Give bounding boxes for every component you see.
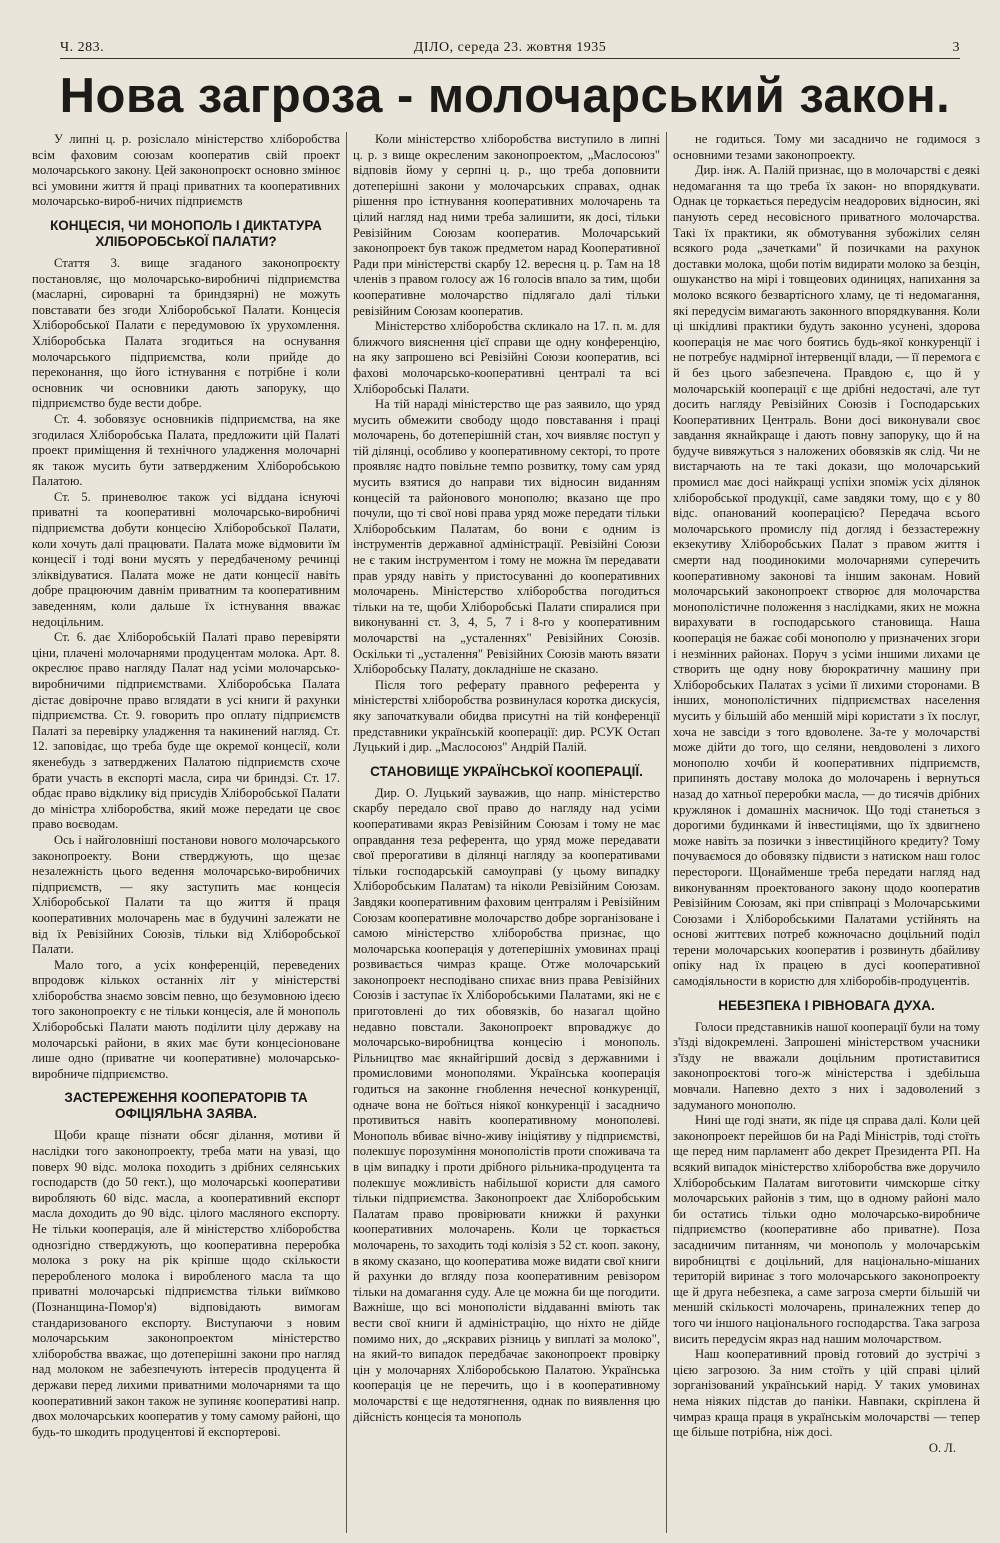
paragraph: Голоси представників нашої кооперації були на тому з'їзді відокремлені. Запрошені міністерством учасники з'їзду не вважали доцільним протиставитися законопроєктові того-ж міністерства і здебільша мовчали. Напевно дехто з них і задоволений з задуманого монополю.	[673, 1019, 980, 1112]
column-1	[26, 132, 346, 1533]
masthead-date: ДІЛО, середа 23. жовтня 1935	[413, 40, 607, 55]
column-2	[346, 132, 666, 1533]
paragraph: У липні ц. р. розіслало міністерство хліборобства всім фаховим союзам кооператив свій проект молочарського закону. Цей законопроєкт основно змінює всі умовини життя й праці приватних та кооперативних молочарсько-вироб-ничих підприємств	[32, 132, 340, 209]
paragraph: Ст. 5. приневолює також усі віддана існуючі приватні та кооперативні молочарсько-виробничі підприємства добути концесію Хліборобської Палати, коли хочуть далі працювати. Палата може відмовити їм концесії і тоді вони мусять у передбаченому речинці зліквідуватися. Палата може не дати концесії навіть добре працюючим давнім приватним та кооперативним заведенням, коли дальше їх істнування вважає недоцільним.	[32, 489, 340, 629]
paragraph: На тій нараді міністерство ще раз заявило, що уряд мусить обмежити свободу щодо повставання і праці молочарень, бо дотеперішній стан, хоч виявляє поступ у тій ділянці, особливо у кооперативному секторі, то проте проявляє надто повільне темпо розвитку, тому сам уряд мусить взятися до направи тих відносин виданням концесій та районового монополю; вказано ще про почули, що ті свої нові права уряд може передати тільки Хліборобським Палатам, бо вони є одним із інструментів державної адміністрації. Ревізійні Союзи не є таким інструментом і тому не можна їм передавати прав уряду навіть у пристосуванні до кооперативних молочарень. Міністерство хліборобства погодиться тільки на те, щоби Хліборобські Палати спиралися при виконуванні ст. 3, 4, 5, 7 і 8-го у кооперативним молочарстві на „усталеннях" Ревізійних Союзів. Оскільки ті „усталення" Ревізійних Союзів мають вязати Хліборобську Палату, докладніше не сказано.	[353, 397, 660, 677]
paragraph: Мало того, а усіх конференцій, переведених впродовж кількох останніх літ у міністерстві хліборобства знаємо зовсім певно, що безумовною ідеєю того законопроекту є не тільки концесія, але й монополь Хліборобські Палати мають поділити цілу державу на молочарські райони, в яких має бути концесіоноване лише одно (приватне чи кооперативне) молочарсько-виробниче підприємство.	[32, 957, 340, 1081]
paragraph: Дир. О. Луцький зауважив, що напр. міністерство скарбу передало свої право до нагляду над усіми кооперативами якраз Ревізійним Союзам і тому не має оправдання теза референта, що уряд може передавати свої прерогативи в ділянці нагляду за кооперативами тільки господарській самоуправі (у цьому випадку Хліборобським Палатам) та ніколи Ревізійним Союзам. Завдяки кооперативним фаховим централям і Ревізійним Союзам кооперативне молочарство добре зорганізоване і самою міністерство хліборобства признає, що молочарська кооперація у дотеперішніх умовинах праці розвивається чимраз краще. Отже молочарський законопроект несподівано спихає вниз права Ревізійних Союзів і заступає їх Хліборобськими Палатами, які не є приготовлені до тих обовязків, бо назагал щойно недавно повстали. Законопроект впроваджує до молочарсько-виробництва концесію і монополь. Рільництво має якнайгірший досвід з державними і промисловими монополями. Українська кооперація годиться на законне гноблення нечесної конкуренції, одначе вона не боїться ніякої конкуренції і засадничо противиться навіть кооперативному монополеві. Монополь вбиває вічно-живу ініціятиву у підприємстві, полекшує порозуміння монополістів проти споживача та в цім випадку і проти дрібного рільника-продуцента та полекшує можливість набільшої користи для самого тільки підприємства. Законопроект дає Хліборобським Палатам право провірювати книжки й рахунки кооперативних молочарень. Коли це торкається молочарень, то заходить тоді колізія з 52 ст. кооп. закону, в якому сказано, що кооператива може видати свої книги й рахунки до вгляду поза кооперативним ревізором тільки на домагання суду. Але це можна би ще погодити. Важніше, що всі монополісти віддаванні вміють так вести свої книги й адміністрацію, що ніхто не дійде помимо них, до „яскравих різниць у виплаті за молоко", на який-то випадок передбачає законопроект провірку цін у молочарнях Хліборобською Палатою. Українська кооперація це не перечить, що і в кооперативному молочарстві є ще недотягнення, однак по виявлення цю дійсність концесія та монополь	[353, 785, 660, 1424]
article-headline: Нова загроза - молочарський закон.	[59, 69, 951, 123]
section-heading: СТАНОВИЩЕ УКРАЇНСЬКОЇ КООПЕРАЦІЇ.	[370, 763, 643, 779]
paragraph: Наш кооперативний провід готовий до зустрічі з цією загрозою. За ним стоїть у цій справі цілий зорганізований український нарід. У таких умовинах нема ніяких підстав до паніки. Навпаки, скріплена й чимраз краща праця в українськім молочарстві — тепер ще більше потрібна, ніж досі.	[673, 1347, 980, 1440]
paragraph: Коли міністерство хліборобства виступило в липні ц. р. з вище окресленим законопроектом, „Маслосоюз" відповів йому у серпні ц. р., що треба доповнити дотеперішні закони у молочарських справах, однак рішення про істнування кооперативних молочарень та цілий нагляд над ними треба залишити, як досі, тільки Ревізійним Союзам кооператив. Молочарський законопроект був також предметом нарад Кооперативної Ради при міністерстві скарбу 12. вересня ц. р. Там на 18 членів з правом голосу аж 16 голосів впало за тим, щоби кооперативне молочарство підлягало далі тільки ревізійним Союзам кооператив.	[353, 132, 660, 318]
author-signature: О. Л.	[928, 1440, 956, 1455]
section-heading: ЗАСТЕРЕЖЕННЯ КООПЕРАТОРІВ ТА ОФІЦІЯЛЬНА ЗАЯВА.	[64, 1090, 308, 1122]
paragraph: Стаття 3. вище згаданого законопроєкту постановляє, що молочарсько-виробничі підприємства (масларні, сироварні та бриндзярні) не можуть повставати без згоди Хліборобської Палати. Концесія Хліборобської Палати є передумовою їх урухомлення. Хліборобська Палата згодиться на оснування молочарського підприємства, коли прийде до переконання, що його істнування є потрібне і коли основник чи основники дають запоруку, що підприємство буде вести добре.	[32, 255, 340, 411]
page-number: 3	[952, 40, 960, 55]
section-heading: КОНЦЕСІЯ, ЧИ МОНОПОЛЬ І ДИКТАТУРА ХЛІБОРОБСЬКОЇ ПАЛАТИ?	[50, 217, 322, 249]
paragraph: Ст. 6. дає Хліборобській Палаті право перевіряти ціни, плачені молочарнями продуцентам молока. Арт. 8. окреслює право нагляду Палат над усіми молочарсько-виробничими підприємствами. Хліборобська Палата дістає довірочне право вглядати в усі книги й рахунки підприємства. Ст. 9. говорить про оплату підприємств Палаті за перевірку уладження та накинений нагляд. Ст. 12. заповідає, що треба буде ще окремої концесії, коли якенебудь з затверджених Палатою підприємств схоче брати участь в експорті масла, сира чи бриндзі. Ст. 17. обдає право відклику від присудів Хліборобської Палати до міністра хліборобства, який може передати це своє право воєводам.	[32, 630, 340, 832]
column-3	[666, 132, 986, 1533]
paragraph: Ось і найголовніші постанови нового молочарського законопроекту. Вони стверджують, що щезає незалежність цього ведення молочарсько-виробничих підприємств, — яку заступить має концесія Хліборобської Палати та що життя й праця кооперативних молочарень має в будучині залежати не від їх Ревізійних Союзів, тільки від Хліборобської Палати.	[32, 832, 340, 957]
paragraph: Щоби краще пізнати обсяг ділання, мотиви й наслідки того законопроекту, треба мати на увазі, що поверх 90 відс. молока походить з дрібних селянських господарств (до 50 гект.), що молочарські кооперативи виробляють 60 відс. масла, а кооперативний експорт масла доходить до 90 відс. цілого масляного експорту. Не тільки кооперація, але й міністерство хліборобства однозгідно стверджують, що кооперативна переробка молока з року на рік кріпше щодо скількости переробленого молока і виробленого масла та що приватні молочарські підприємства тільки виїмково (Познанщина-Помор'я) відповідають вимогам стандаризованого експорту. Виступаючи з новим молочарським законопроектом міністерство хліборобства вважає, що дотеперішні закони про нагляд над молоком не забезпечують інтересів продуцента й держави перед лихими приватними молочарнями та що кооперативний закон також не зупиняє кооперативі напр. двох молочарських кооператив у тому самому районі, що будь-то шкодить продуцентові й експортерові.	[32, 1128, 340, 1439]
issue-number: Ч. 283.	[60, 40, 105, 55]
paragraph: Дир. інж. А. Палій признає, що в молочарстві є деякі недомагання та що треба їх закон- но впорядкувати. Однак це торкається передусім неадорових відносин, які панують серед несовісного приватного молочарства. Такі їх практики, як обмотування зубожілих селян всякого рода „зачетками" й позичками на рахунок доставки молока, щоби потім видирати молоко за безцін, ошуканство на мірі і товщеових одиницях, напихання за молоко всякого безвартісного хламу, це ті недомагання, які передусім вимагають законного впорядкування. Коли ці шкідливі практики будуть законно усунені, здорова кооперація не має чого боятись будь-якої конкуренції і не потребує надмірної інтервенції влади, — її перемога є й без цього забезпечена. Правдою є, що й у молочарській кооперації є ще дрібні недостачі, але тут досить нагляду Ревізійних Союзів і Господарських Кооперативних Централь. Вони досі виконували своє завдання якнайкраще і дають повну запоруку, що й на будуче вивяжуться з наложених обовязків як слід. Чи не вистарчають на те такі докази, що молочарський промисл має досі найкращі успіхи зпоміж усіх ділянок хліборобської продукції, саме завдяки тому, що є у 80 відс. опанований кооперацією? Передача всього молочарського промислу під догляд і беззастережну екзекутиву Хліборобських Палат з правом життя і смерти над поодинокими молочарнями суперечить кооперативному законові та іншим законам. Новий молочарський законопроект створює для молочарства монополістичне положення з наслідками, яких не можна вирахувати в господарського становища. Наша кооперація не бажає собі монополю у призначених згори і незмінних районах. Поруч з усіми іншими лихами це створить ще одну нову бюрократичну машину при Хліборобських Палатах з усіми її лихими сторонами. В інших, монополістичних підприємствах населення мусить у більшій або меншій мірі користати з їх послуг, хоча не завсіди з того вдоволене. За-те у молочарстві може дійти до того, що селяни, невдоволені з лихого монополю хочби й кооперативних підприємств, припинять доставу молока до молочарень і вернуться назад до хатньої переробки масла, — до тисячів дрібних кружлянок і домашніх масничок. Що тоді станеться з дорогими будинками й інвестиціями, що їх здвигнено може навіть за позички з інвестиційного кредиту? Тому почуваємося до обовязку підвисти з натиском наш голос перестороги. Щонайменше треба передати нагляд над виконуванням проектованого закону щодо кооператив Ревізійним Союзам, які при співпраці з Молочарськими Союзами і Хліборобськими Палатами устійнять на основі життєвих потреб кожночасно доцільний поділ терени молочарських кооператив і розвинуть дбайливу опіку над їх працею в дусі кооперативної самодіяльности в користю для хліборобів-продуцентів.	[673, 163, 980, 989]
paragraph: Нині ще годі знати, як піде ця справа далі. Коли цей законопроект перейшов би на Раді Міністрів, тоді стоїть ще перед ним парламент або декрет Президента РП. На всякий випадок міністерство хліборобства вже доручило Хліборобським Палатам виготовити чимскорше сітку молочарських районів з тим, що в одному районі мало би остатись тільки одно молочарсько-виробниче підприємство (кооперативне або приватне). Поза засадничим питанням, чи монополь у молочарськім виробництві є доцільний, для національно-мішаних територій виринає з того молочарського законопроекту ще й друга небезпека, а саме загроза смерти більшій чи меншій скількості молочарень, приналежних тепер до того чи іншого національного господарства. Така загроза висить передусім якраз над нашим молочарством.	[673, 1113, 980, 1346]
article-columns	[26, 132, 986, 1533]
section-heading: НЕБЕЗПЕКА І РІВНОВАГА ДУХА.	[718, 997, 935, 1013]
paragraph: Ст. 4. зобовязує основників підприємства, на яке згодилася Хліборобська Палата, предложити цій Палаті проект приміщення й технічного уладження молочарні як також мусить бути затвердженим Хліборобською Палатою.	[32, 411, 340, 489]
paragraph: Після того реферату правного референта у міністерстві хліборобства розвинулася коротка дискусія, яку започаткували обидва присутні на тій конференції представники українській кооперації: дир. РСУК Остап Луцький і дир. „Маслосоюз" Андрій Палій.	[353, 677, 660, 755]
paragraph: не годиться. Тому ми засадничо не годимося з основними тезами законопроекту.	[673, 132, 980, 162]
paragraph: Міністерство хліборобства скликало на 17. п. м. для ближчого вияснення цієї справи ще одну конференцію, на яку запрошено всі Ревізійні Союзи кооператив, всі фахові молочарсько-кооперативні централі та всі Хліборобські Палати.	[353, 319, 660, 396]
running-head	[60, 40, 960, 59]
